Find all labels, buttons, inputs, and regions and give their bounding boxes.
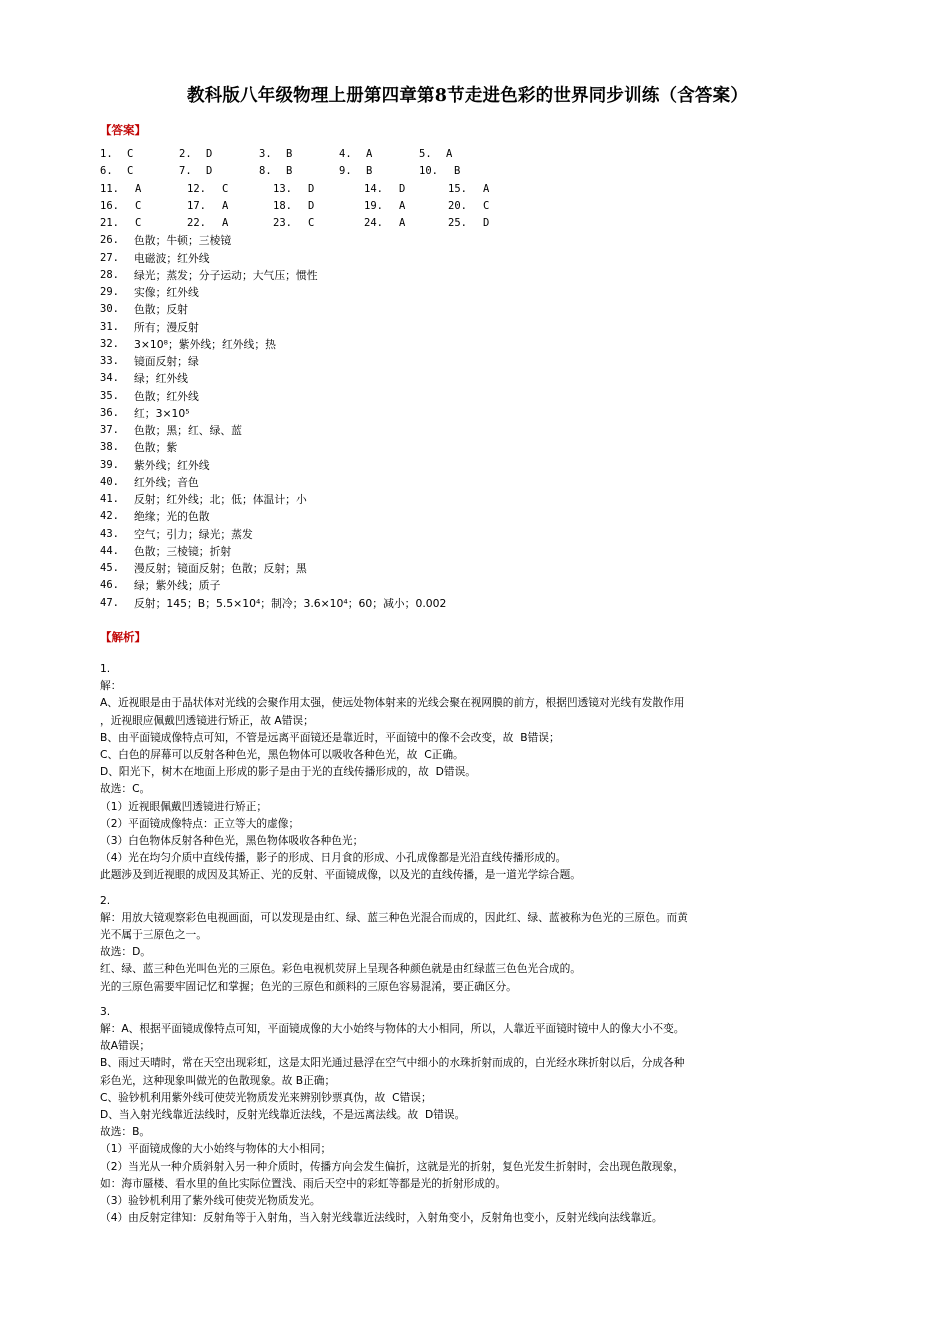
answer-text: 3×10⁸；紫外线；红外线；热: [134, 337, 276, 351]
analysis-line: 解：用放大镜观察彩色电视画面，可以发现是由红、绿、蓝三种色光混合而成的，因此红、绿、蓝被称为色光的三原色。而黄: [100, 910, 688, 924]
question-number: 17.: [187, 199, 206, 212]
analysis-line: 光不属于三原色之一。: [100, 928, 207, 942]
mc-answer-row: [100, 146, 860, 163]
question-number: 3.: [259, 148, 272, 160]
analysis-line: 故选：C。: [100, 782, 151, 796]
question-number: 33.: [100, 355, 119, 367]
answer-text: 反射；红外线；北；低；体温计；小: [134, 493, 307, 506]
analysis-line: B、雨过天晴时，常在天空出现彩虹，这是太阳光通过悬浮在空气中细小的水珠折射而成的，白光经水珠折射以后，分成各种: [100, 1056, 685, 1070]
mc-answer: [448, 181, 490, 198]
analysis-line: （3）白色物体反射各种色光，黑色物体吸收各种色光；: [100, 834, 364, 848]
question-number: 39.: [100, 458, 119, 471]
question-number: 21.: [100, 217, 119, 229]
answer-text: 反射；145；B；5.5×10⁴；制冷；3.6×10⁴；60；减小；0.002: [134, 596, 447, 610]
mc-answer-row: [100, 198, 860, 215]
fill-answer-row: [100, 543, 860, 560]
question-number: 34.: [100, 372, 119, 385]
mc-answer: [273, 215, 315, 232]
answer-letter: C: [135, 199, 142, 212]
analysis-line: B、由平面镜成像特点可知，不管是远离平面镜还是靠近时，平面镜中的像不会改变，故 B错误；: [100, 730, 560, 744]
answer-letter: A: [483, 182, 490, 195]
answer-text: 实像；红外线: [134, 286, 199, 299]
answer-letter: A: [399, 199, 406, 212]
question-number: 20.: [448, 199, 467, 212]
analysis-line: （1）近视眼佩戴凹透镜进行矫正；: [100, 799, 268, 813]
question-number: 29.: [100, 286, 119, 298]
question-number: 40.: [100, 475, 119, 488]
question-number: 13.: [273, 182, 292, 195]
fill-answer-row: [100, 353, 860, 370]
analysis-line: 故A错误；: [100, 1039, 151, 1053]
question-number: 4.: [339, 148, 352, 160]
analysis-block-q1: [100, 660, 830, 884]
mc-answer: [187, 181, 229, 198]
analysis-question-number: 2.: [100, 893, 111, 907]
answer-text: 绿；红外线: [134, 372, 188, 386]
mc-answer: [448, 198, 490, 215]
answer-letter: C: [127, 148, 134, 160]
fill-answer-row: [100, 595, 860, 612]
fill-answer-row: [100, 422, 860, 439]
question-number: 5.: [419, 148, 432, 160]
question-number: 25.: [448, 217, 467, 229]
answer-text: 空气；引力；绿光；蒸发: [134, 527, 253, 541]
fill-answer-row: [100, 405, 860, 422]
answer-letter: A: [222, 217, 229, 229]
analysis-section-label: 【解析】: [100, 630, 146, 644]
analysis-body: [100, 660, 830, 1227]
answer-letter: B: [286, 148, 293, 160]
question-number: 45.: [100, 562, 119, 574]
answer-text: 绿光；蒸发；分子运动；大气压；惯性: [134, 268, 318, 282]
question-number: 1.: [100, 148, 113, 160]
mc-answer: [100, 146, 134, 163]
fill-answer-row: [100, 301, 860, 318]
answer-letter: A: [366, 148, 373, 160]
answer-text: 红；3×10⁵: [134, 406, 190, 420]
question-number: 26.: [100, 234, 119, 247]
answer-text: 色散；反射: [134, 303, 188, 317]
fill-answer-row: [100, 457, 860, 474]
question-number: 46.: [100, 579, 119, 592]
mc-answer: [419, 163, 461, 180]
analysis-line: （4）光在均匀介质中直线传播，影子的形成、日月食的形成、小孔成像都是光沿直线传播形成的。: [100, 851, 567, 865]
fill-answer-row: [100, 336, 860, 353]
answer-text: 漫反射；镜面反射；色散；反射；黑: [134, 562, 307, 575]
mc-answer: [339, 163, 373, 180]
fill-answer-row: [100, 284, 860, 301]
question-number: 37.: [100, 424, 119, 436]
mc-answer: [364, 181, 406, 198]
analysis-line: D、阳光下，树木在地面上形成的影子是由于光的直线传播形成的，故 D错误。: [100, 765, 476, 779]
mc-answer: [179, 163, 213, 180]
fill-answer-row: [100, 439, 860, 456]
analysis-line: C、白色的屏幕可以反射各种色光，黑色物体可以吸收各种色光，故 C正确。: [100, 748, 464, 762]
answer-letter: D: [308, 182, 315, 195]
question-number: 14.: [364, 182, 383, 195]
mc-answer: [259, 146, 293, 163]
answer-letter: D: [206, 148, 213, 160]
question-number: 41.: [100, 493, 119, 505]
analysis-line: （4）由反射定律知：反射角等于入射角，当入射光线靠近法线时，入射角变小，反射角也变小，反射光线向法线靠近。: [100, 1211, 663, 1225]
answer-text: 红外线；音色: [134, 475, 199, 489]
fill-answer-row: [100, 370, 860, 387]
answer-text: 电磁波；红外线: [134, 251, 210, 265]
answer-letter: C: [127, 165, 134, 178]
mc-answer: [364, 215, 406, 232]
answer-letter: A: [399, 217, 406, 229]
mc-answer-row: [100, 215, 860, 232]
analysis-block-q2: [100, 892, 830, 995]
answer-text: 镜面反射；绿: [134, 355, 199, 368]
answer-text: 绝缘；光的色散: [134, 510, 210, 524]
answer-letter: C: [135, 217, 142, 229]
answer-text: 绿；紫外线；质子: [134, 579, 221, 593]
mc-answer: [100, 198, 142, 215]
question-number: 35.: [100, 389, 119, 402]
mc-answer: [448, 215, 490, 232]
mc-answer: [187, 198, 229, 215]
answer-text: 色散；三棱镜；折射: [134, 544, 232, 558]
fill-answer-row: [100, 319, 860, 336]
answer-letter: C: [483, 199, 490, 212]
fill-answer-row: [100, 577, 860, 594]
analysis-line: C、验钞机利用紫外线可使荧光物质发光来辨别钞票真伪，故 C错误；: [100, 1090, 432, 1104]
mc-answer: [273, 181, 315, 198]
mc-answer: [419, 146, 453, 163]
question-number: 6.: [100, 165, 113, 178]
analysis-block-q3: [100, 1003, 830, 1227]
question-number: 32.: [100, 337, 119, 350]
question-number: 38.: [100, 441, 119, 454]
fill-answer-row: [100, 508, 860, 525]
question-number: 18.: [273, 199, 292, 212]
question-number: 12.: [187, 182, 206, 195]
analysis-line: （1）平面镜成像的大小始终与物体的大小相同；: [100, 1142, 332, 1156]
answer-letter: A: [222, 199, 229, 212]
answer-letter: B: [286, 165, 293, 178]
mc-answer-row: [100, 181, 860, 198]
mc-answer: [187, 215, 229, 232]
answer-text: 所有；漫反射: [134, 320, 199, 334]
answers-section-label: 【答案】: [100, 123, 146, 137]
question-number: 11.: [100, 182, 119, 195]
mc-answer: [100, 215, 142, 232]
fill-answer-row: [100, 526, 860, 543]
question-number: 15.: [448, 182, 467, 195]
mc-answer: [100, 163, 134, 180]
block-spacer: [100, 884, 830, 892]
question-number: 10.: [419, 165, 438, 178]
answer-letter: A: [135, 182, 142, 195]
analysis-question-number: 3.: [100, 1004, 111, 1018]
answer-text: 色散；牛顿；三棱镜: [134, 234, 232, 248]
document-title: 教科版八年级物理上册第四章第8节走进色彩的世界同步训练（含答案）: [186, 86, 749, 106]
question-number: 8.: [259, 165, 272, 178]
question-number: 44.: [100, 544, 119, 557]
question-number: 30.: [100, 303, 119, 316]
fill-answer-row: [100, 491, 860, 508]
fill-answer-row: [100, 474, 860, 491]
analysis-line: 红、绿、蓝三种色光叫色光的三原色。彩色电视机荧屏上呈现各种颜色就是由红绿蓝三色色光合成的。: [100, 962, 581, 976]
analysis-line: 解：A、根据平面镜成像特点可知，平面镜成像的大小始终与物体的大小相同，所以，人靠近平面镜时镜中人的像大小不变。: [100, 1022, 685, 1036]
question-number: 36.: [100, 406, 119, 419]
analysis-line: 此题涉及到近视眼的成因及其矫正、光的反射、平面镜成像，以及光的直线传播，是一道光学综合题。: [100, 868, 581, 882]
answer-letter: B: [366, 165, 373, 178]
mc-answer: [364, 198, 406, 215]
mc-answer: [339, 146, 373, 163]
analysis-line: 如：海市蜃楼、看水里的鱼比实际位置浅、雨后天空中的彩虹等都是光的折射形成的。: [100, 1176, 507, 1190]
analysis-line: 彩色光，这种现象叫做光的色散现象。故 B正确；: [100, 1073, 336, 1087]
question-number: 23.: [273, 217, 292, 229]
analysis-question-number: 1.: [100, 662, 111, 675]
question-number: 16.: [100, 199, 119, 212]
answer-letter: D: [308, 199, 315, 212]
question-number: 47.: [100, 596, 119, 609]
analysis-line: （3）验钞机利用了紫外线可使荧光物质发光。: [100, 1194, 321, 1208]
block-spacer: [100, 995, 830, 1003]
mc-answer: [100, 181, 142, 198]
mc-answer-row: [100, 163, 860, 180]
question-number: 28.: [100, 268, 119, 281]
analysis-line: 故选：D。: [100, 945, 151, 959]
answer-text: 紫外线；红外线: [134, 458, 210, 472]
fill-answer-row: [100, 267, 860, 284]
question-number: 24.: [364, 217, 383, 229]
answer-letter: D: [206, 165, 213, 178]
question-number: 42.: [100, 510, 119, 523]
answer-text: 色散；紫: [134, 441, 178, 455]
analysis-line: ，近视眼应佩戴凹透镜进行矫正，故 A错误；: [100, 713, 314, 727]
question-number: 43.: [100, 527, 119, 540]
question-number: 2.: [179, 148, 192, 160]
answer-letter: C: [222, 182, 229, 195]
analysis-line: 解：: [100, 679, 122, 693]
fill-answer-row: [100, 232, 860, 249]
analysis-line: A、近视眼是由于晶状体对光线的会聚作用太强，使远处物体射来的光线会聚在视网膜的前方，根据凹透镜对光线有发散作用: [100, 696, 685, 710]
question-number: 9.: [339, 165, 352, 178]
mc-answer: [273, 198, 315, 215]
analysis-line: 光的三原色需要牢固记忆和掌握；色光的三原色和颜料的三原色容易混淆，要正确区分。: [100, 979, 517, 993]
answer-letter: C: [308, 217, 315, 229]
question-number: 27.: [100, 251, 119, 264]
mc-answer: [179, 146, 213, 163]
answer-text: 色散；黑；红、绿、蓝: [134, 424, 242, 437]
answers-list: [100, 146, 860, 612]
fill-answer-row: [100, 560, 860, 577]
answer-letter: D: [483, 217, 490, 229]
question-number: 31.: [100, 320, 119, 333]
question-number: 22.: [187, 217, 206, 229]
answer-letter: B: [454, 165, 461, 178]
fill-answer-row: [100, 388, 860, 405]
analysis-line: D、当入射光线靠近法线时，反射光线靠近法线，不是远离法线。故 D错误。: [100, 1108, 466, 1122]
analysis-line: 故选：B。: [100, 1125, 151, 1139]
answer-letter: A: [446, 148, 453, 160]
mc-answer: [259, 163, 293, 180]
answer-text: 色散；红外线: [134, 389, 199, 403]
analysis-line: （2）平面镜成像特点：正立等大的虚像；: [100, 816, 300, 830]
question-number: 19.: [364, 199, 383, 212]
fill-answer-row: [100, 250, 860, 267]
answer-letter: D: [399, 182, 406, 195]
question-number: 7.: [179, 165, 192, 178]
analysis-line: （2）当光从一种介质斜射入另一种介质时，传播方向会发生偏折，这就是光的折射，复色光发生折射时，会出现色散现象，: [100, 1159, 684, 1173]
